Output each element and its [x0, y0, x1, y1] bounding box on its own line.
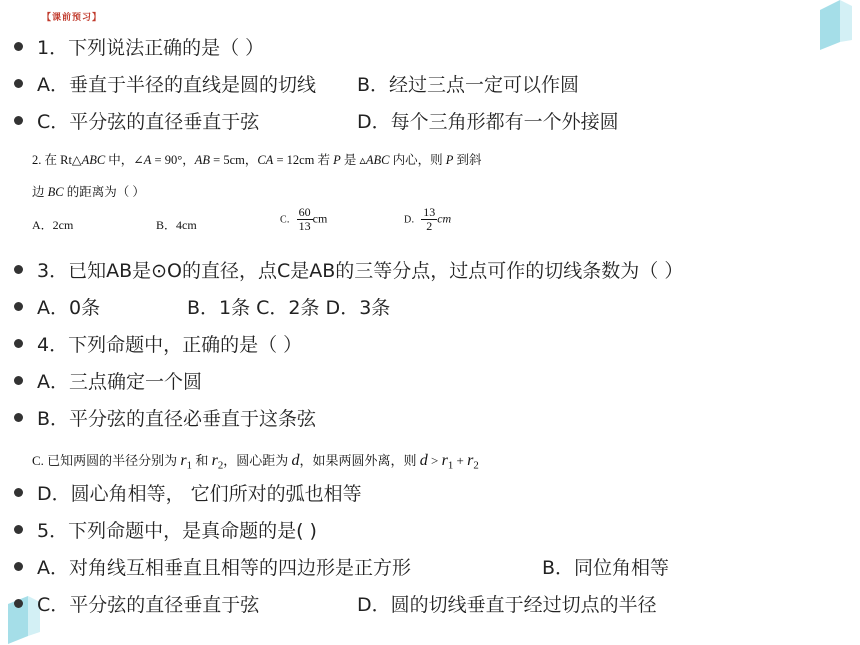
question-5: 5．下列命题中，是真命题的是( )	[14, 519, 317, 543]
question-2-option-a: A．2cm	[32, 218, 74, 232]
question-2-line-1: 2. 在 Rt△ABC 中，∠A = 90°，AB = 5cm，CA = 12cm 若 P 是 ▵ABC 内心，则 P 到斜	[32, 153, 482, 167]
bullet-icon	[14, 599, 23, 608]
question-5-options-cd: C．平分弦的直径垂直于弦 D．圆的切线垂直于经过切点的半径	[14, 593, 259, 617]
bullet-icon	[14, 413, 23, 422]
question-2-option-c: C． $\frac{60}{13}$ cm	[280, 205, 328, 233]
bullet-icon	[14, 488, 23, 497]
bullet-icon	[14, 116, 23, 125]
bullet-icon	[14, 562, 23, 571]
question-5-options-ab: A．对角线互相垂直且相等的四边形是正方形 B．同位角相等	[14, 556, 411, 580]
question-4-option-d: D．圆心角相等， 它们所对的弧也相等	[14, 482, 362, 506]
bullet-icon	[14, 339, 23, 348]
question-2-line-2: 边 BC 的距离为（ ）	[32, 185, 145, 199]
question-3: 3．已知AB是⊙O的直径，点C是AB的三等分点，过点可作的切线条数为（ ）	[14, 259, 683, 283]
bullet-icon	[14, 79, 23, 88]
question-4-option-c: C. 已知两圆的半径分别为 $r_1$ 和 $r_2$，圆心距为 d，如果两圆外离，则 $d > r_1 + r_2$	[32, 452, 479, 472]
bullet-icon	[14, 376, 23, 385]
question-1-options-cd: C．平分弦的直径垂直于弦 D．每个三角形都有一个外接圆	[14, 110, 259, 134]
question-4-option-b: B．平分弦的直径必垂直于这条弦	[14, 407, 316, 431]
question-1: 1．下列说法正确的是（ ）	[14, 36, 264, 60]
section-tag: 【课前预习】	[42, 13, 103, 23]
bullet-icon	[14, 302, 23, 311]
question-4: 4．下列命题中，正确的是（ ）	[14, 333, 302, 357]
bullet-icon	[14, 42, 23, 51]
question-3-options: A．0条 B．1条 C．2条 D．3条	[14, 296, 100, 320]
question-1-options-ab: A．垂直于半径的直线是圆的切线 B．经过三点一定可以作圆	[14, 73, 316, 97]
bullet-icon	[14, 525, 23, 534]
bullet-icon	[14, 265, 23, 274]
question-2-option-b: B．4cm	[156, 218, 197, 232]
corner-decoration-top-right	[800, 0, 860, 50]
question-4-option-a: A．三点确定一个圆	[14, 370, 202, 394]
question-2-option-d: D． $\frac{13}{2}$ cm	[404, 205, 452, 233]
